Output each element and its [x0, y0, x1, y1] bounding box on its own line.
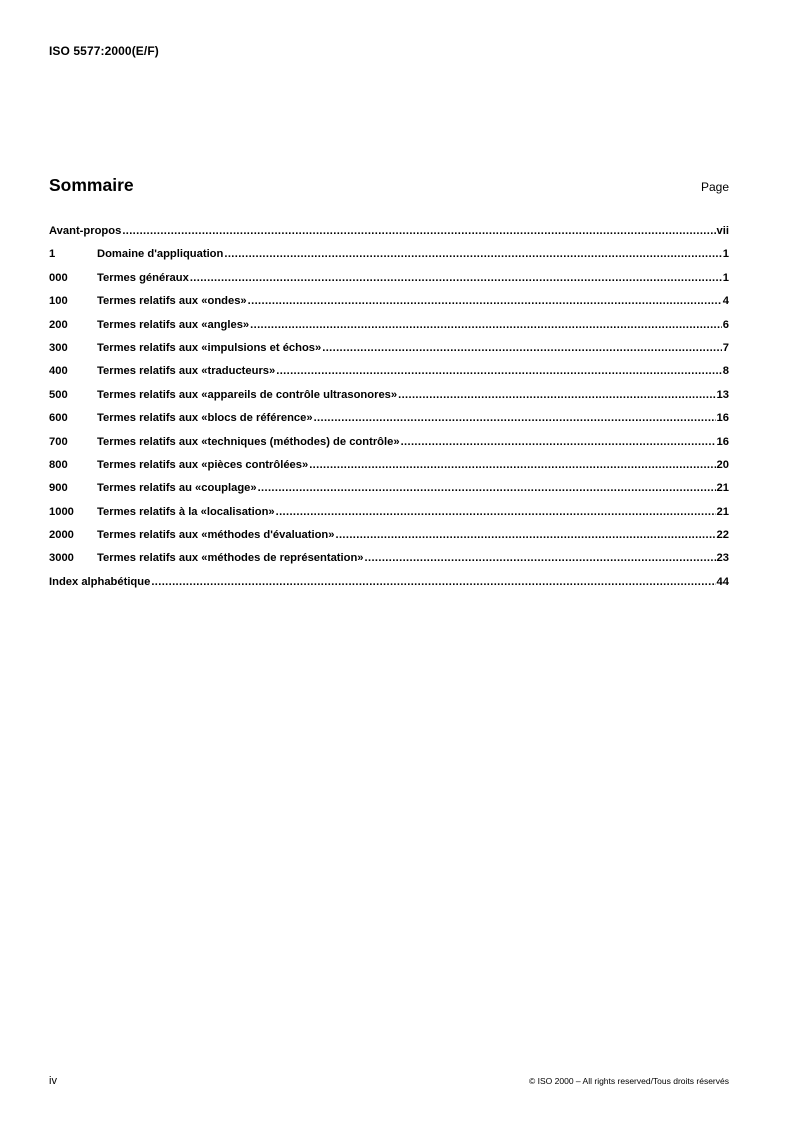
toc-entry-number: 800: [49, 458, 68, 471]
toc-entry-title: Termes relatifs aux «méthodes d'évaluation»: [97, 529, 335, 542]
toc-entry[interactable]: [49, 389, 729, 412]
toc-entry-page: 6: [722, 318, 729, 331]
toc-leader-dots: [248, 295, 722, 307]
toc-entry-title: Domaine d'appliquation: [97, 248, 224, 261]
toc-entry-number: 200: [49, 318, 68, 331]
toc-entry-number: 000: [49, 271, 68, 284]
toc-entry-page: 21: [716, 482, 729, 495]
toc-entry-title: Termes relatifs aux «méthodes de représentation»: [97, 552, 364, 565]
document-id: ISO 5577:2000(E/F): [49, 44, 159, 58]
toc-entry-number: 2000: [49, 529, 74, 542]
toc-entry-title: Termes relatifs aux «angles»: [97, 318, 250, 331]
toc-entry-number: 1000: [49, 505, 74, 518]
toc-entry-title: Termes relatifs aux «techniques (méthodes) de contrôle»: [97, 435, 400, 448]
table-of-contents: [49, 225, 729, 599]
toc-entry-number: 100: [49, 295, 68, 308]
toc-entry-page: 13: [716, 388, 729, 401]
toc-entry[interactable]: [49, 412, 729, 435]
toc-entry-page: 1: [722, 271, 729, 284]
toc-leader-dots: [276, 365, 722, 377]
toc-entry-title: Termes relatifs aux «ondes»: [97, 295, 247, 308]
toc-entry-title: Termes relatifs aux «appareils de contrôle ultrasonores»: [97, 388, 398, 401]
toc-title: Sommaire: [49, 175, 134, 195]
toc-entry[interactable]: [49, 225, 729, 248]
toc-entry[interactable]: [49, 482, 729, 505]
toc-entry-number: 900: [49, 482, 68, 495]
toc-leader-dots: [314, 412, 716, 424]
toc-entry[interactable]: [49, 295, 729, 318]
toc-page-column-label: Page: [700, 180, 729, 194]
footer-page-number: iv: [49, 1075, 57, 1087]
toc-entry[interactable]: [49, 248, 729, 271]
toc-leader-dots: [250, 319, 722, 331]
toc-entry-title: Termes relatifs aux «blocs de référence»: [97, 412, 313, 425]
toc-entry[interactable]: [49, 365, 729, 388]
toc-entry-title: Termes relatifs aux «traducteurs»: [97, 365, 276, 378]
toc-leader-dots: [151, 576, 715, 588]
toc-entry-page: 7: [722, 341, 729, 354]
toc-leader-dots: [398, 389, 715, 401]
toc-entry-page: vii: [716, 225, 729, 237]
toc-entry-number: 1: [49, 248, 56, 261]
toc-entry-number: 400: [49, 365, 68, 378]
toc-leader-dots: [322, 342, 722, 354]
toc-entry-page: 20: [716, 458, 729, 471]
toc-entry[interactable]: [49, 552, 729, 575]
toc-entry[interactable]: [49, 529, 729, 552]
toc-leader-dots: [401, 436, 716, 448]
toc-entry[interactable]: [49, 436, 729, 459]
toc-entry-page: 44: [716, 575, 729, 588]
toc-entry-title: Termes relatifs aux «impulsions et échos»: [97, 341, 322, 354]
toc-entry-page: 16: [716, 435, 729, 448]
toc-entry-page: 8: [722, 365, 729, 378]
toc-entry-page: 23: [716, 552, 729, 565]
toc-leader-dots: [258, 482, 716, 494]
toc-entry-number: 300: [49, 341, 68, 354]
toc-entry[interactable]: [49, 576, 729, 599]
toc-entry[interactable]: [49, 342, 729, 365]
toc-entry-page: 4: [722, 295, 729, 308]
toc-leader-dots: [224, 248, 721, 260]
toc-leader-dots: [365, 552, 716, 564]
toc-entry-title: Avant-propos: [49, 225, 122, 237]
toc-entry[interactable]: [49, 319, 729, 342]
toc-entry-title: Termes généraux: [97, 271, 189, 284]
toc-entry[interactable]: [49, 459, 729, 482]
toc-entry-page: 22: [716, 529, 729, 542]
toc-entry-page: 1: [722, 248, 729, 261]
toc-entry-number: 700: [49, 435, 68, 448]
toc-leader-dots: [276, 506, 716, 518]
toc-entry-title: Termes relatifs à la «localisation»: [97, 505, 275, 518]
toc-entry-title: Termes relatifs au «couplage»: [97, 482, 257, 495]
footer-copyright: © ISO 2000 – All rights reserved/Tous droits réservés: [529, 1076, 729, 1086]
toc-leader-dots: [190, 272, 722, 284]
toc-entry-title: Index alphabétique: [49, 575, 151, 588]
toc-leader-dots: [122, 225, 715, 237]
toc-entry[interactable]: [49, 272, 729, 295]
toc-entry-number: 500: [49, 388, 68, 401]
toc-leader-dots: [335, 529, 715, 541]
toc-leader-dots: [309, 459, 715, 471]
toc-entry-page: 16: [716, 412, 729, 425]
toc-entry-number: 600: [49, 412, 68, 425]
toc-entry-page: 21: [716, 505, 729, 518]
toc-entry-number: 3000: [49, 552, 74, 565]
toc-entry[interactable]: [49, 506, 729, 529]
toc-entry-title: Termes relatifs aux «pièces contrôlées»: [97, 458, 309, 471]
